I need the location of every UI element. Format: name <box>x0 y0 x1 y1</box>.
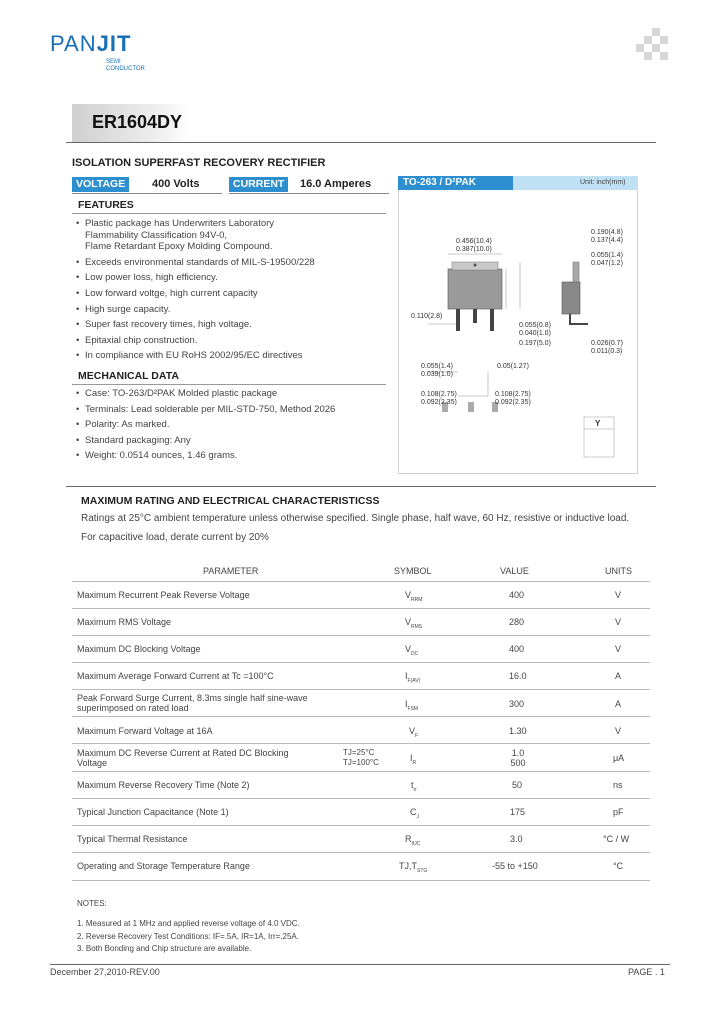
table-row-unit: V <box>615 617 622 627</box>
table-row-param: Maximum Average Forward Current at Tc =100°C <box>77 671 274 681</box>
header-divider <box>66 142 656 143</box>
table-row-symbol: $C_J$ <box>410 807 419 820</box>
mechanical-title: MECHANICAL DATA <box>78 370 179 382</box>
table-row-rule <box>72 825 650 826</box>
dim-lead-spacing: 0.197(5.0) <box>519 340 551 347</box>
list-item: • Low power loss, high efficiency. <box>75 272 395 284</box>
table-row-unit: °C <box>613 861 624 871</box>
table-row-rule <box>72 852 650 853</box>
table-row-symbol: $I_{FSM}$ <box>405 699 419 712</box>
table-row-unit: μA <box>613 753 625 763</box>
mechanical-list <box>75 388 395 462</box>
table-row-unit: V <box>615 726 622 736</box>
table-row-symbol: $R_{\theta JC}$ <box>405 834 421 847</box>
list-item: • Plastic package has Underwriters Laboratory <box>75 218 395 230</box>
table-row-value: 3.0 <box>510 834 523 844</box>
footer-page: PAGE . 1 <box>628 967 665 977</box>
table-row-value: 300 <box>509 699 525 709</box>
table-row-param: Typical Thermal Resistance <box>77 834 188 844</box>
table-row-symbol: $I_R$ <box>410 753 417 766</box>
table-row-rule <box>72 798 650 799</box>
table-row-symbol: $V_F$ <box>409 726 419 739</box>
table-row-value: 280 <box>509 617 525 627</box>
decorative-squares-icon <box>632 28 668 64</box>
table-row-rule <box>72 608 650 609</box>
list-item: • Weight: 0.0514 ounces, 1.46 grams. <box>75 450 395 462</box>
table-row-param: Typical Junction Capacitance (Note 1) <box>77 807 229 817</box>
voltage-value: 400 Volts <box>152 178 200 190</box>
ratings-title: MAXIMUM RATING AND ELECTRICAL CHARACTERISTICSS <box>81 495 380 507</box>
table-row-unit: pF <box>613 807 624 817</box>
notes-title: NOTES: <box>77 899 107 908</box>
table-row-value: 400 <box>509 644 525 654</box>
table-row-value: 50 <box>512 780 523 790</box>
table-row-rule <box>72 716 650 717</box>
table-row-param: Peak Forward Surge Current, 8.3ms single half sine-wave superimposed on rated load <box>77 693 308 713</box>
footer-date: December 27,2010-REV.00 <box>50 967 160 977</box>
part-number: ER1604DY <box>92 112 183 132</box>
list-item: • Case: TO-263/D²PAK Molded plastic package <box>75 388 395 400</box>
dim-lead-thickness: 0.026(0.7) 0.011(0.3) <box>591 340 623 355</box>
table-row-unit: ns <box>613 780 623 790</box>
ratings-note-2: For capacitive load, derate current by 20% <box>81 532 269 543</box>
table-row-value: 16.0 <box>509 671 527 681</box>
table-row-unit: V <box>615 590 622 600</box>
table-row-unit: A <box>615 671 622 681</box>
marking-label: Y <box>595 419 601 428</box>
mechanical-divider <box>72 384 386 385</box>
package-unit: Unit: inch(mm) <box>580 179 626 186</box>
package-title: TO-263 / D²PAK <box>403 177 476 188</box>
table-bottom-rule <box>72 880 650 881</box>
table-row-condition: TJ=25°C TJ=100°C <box>343 748 379 767</box>
table-row-value: 1.30 <box>509 726 527 736</box>
table-row-symbol: $t_{rr}$ <box>411 780 417 793</box>
dim-pitch: 0.05(1.27) <box>497 363 529 370</box>
table-row-value: 175 <box>510 807 526 817</box>
current-value: 16.0 Amperes <box>300 178 372 190</box>
list-item: • In compliance with EU RoHS 2002/95/EC directives <box>75 350 395 362</box>
brand-subtitle: SEMI CONDUCTOR <box>106 59 145 72</box>
ratings-note-1: Ratings at 25°C ambient temperature unless otherwise specified. Single phase, half wave, 60 Hz, resistive or inductive load. <box>81 513 630 524</box>
table-row-rule <box>72 771 650 772</box>
header-parameter: PARAMETER <box>203 566 259 576</box>
dim-lead-width: 0.055(0.8) 0.040(1.0) <box>519 322 551 337</box>
list-item: • Terminals: Lead solderable per MIL-STD-750, Method 2026 <box>75 404 395 416</box>
list-item-continuation: Flammability Classification 94V-0, <box>85 229 228 241</box>
dim-height: 0.190(4.8) 0.137(4.4) <box>591 229 623 244</box>
table-row-rule <box>72 743 650 744</box>
table-row-unit: °C / W <box>603 834 630 844</box>
dim-body-width: 0.456(10.4) 0.387(10.0) <box>456 238 492 253</box>
current-tag: CURRENT <box>229 177 288 192</box>
current-underline <box>229 193 389 194</box>
note-item: 1. Measured at 1 MHz and applied reverse voltage of 4.0 VDC. <box>77 919 300 928</box>
header-value: VALUE <box>500 566 529 576</box>
note-item: 3. Both Bonding and Chip structure are available. <box>77 944 252 953</box>
voltage-underline <box>72 193 222 194</box>
table-row-param: Maximum DC Reverse Current at Rated DC Blocking Voltage <box>77 748 289 768</box>
list-item: • High surge capacity. <box>75 304 395 316</box>
list-item-continuation: Flame Retardant Epoxy Molding Compound. <box>85 241 273 253</box>
table-row-unit: V <box>615 644 622 654</box>
features-list <box>75 218 395 362</box>
dim-foot: 0.055(1.4) 0.039(1.0) <box>421 363 453 378</box>
list-item: • Polarity: As marked. <box>75 419 395 431</box>
footer-divider <box>50 964 670 965</box>
table-header-rule <box>72 581 650 582</box>
table-row-symbol: $V_{RRM}$ <box>405 590 423 603</box>
table-row-param: Maximum Forward Voltage at 16A <box>77 726 213 736</box>
list-item: • Standard packaging: Any <box>75 435 395 447</box>
table-row-symbol: $V_{RMS}$ <box>405 617 423 630</box>
table-row-symbol: $TJ,T_{STG}$ <box>399 861 428 874</box>
list-item: • Epitaxial chip construction. <box>75 335 395 347</box>
dim-pad-left: 0.108(2.75) 0.092(2.35) <box>421 391 457 406</box>
header-symbol: SYMBOL <box>394 566 432 576</box>
notes-list <box>77 918 300 956</box>
table-row-rule <box>72 689 650 690</box>
ratings-divider <box>66 486 656 487</box>
features-divider <box>72 213 386 214</box>
device-subtitle: ISOLATION SUPERFAST RECOVERY RECTIFIER <box>72 157 326 169</box>
brand-name: PANJIT <box>50 31 132 56</box>
list-item: • Super fast recovery times, high voltage. <box>75 319 395 331</box>
table-row-rule <box>72 662 650 663</box>
table-row-value: 1.0 500 <box>510 748 526 768</box>
table-row-param: Maximum RMS Voltage <box>77 617 172 627</box>
table-row-value: -55 to +150 <box>492 861 538 871</box>
list-item: • Low forward voltge, high current capacity <box>75 288 395 300</box>
dim-pad-right: 0.108(2.75) 0.092(2.35) <box>495 391 531 406</box>
table-row-param: Maximum DC Blocking Voltage <box>77 644 201 654</box>
table-row-symbol: $I_{F(AV)}$ <box>405 671 421 684</box>
header-units: UNITS <box>605 566 632 576</box>
dim-lead-pitch: 0.110(2.8) <box>411 313 443 320</box>
table-row-param: Maximum Reverse Recovery Time (Note 2) <box>77 780 250 790</box>
note-item: 2. Reverse Recovery Test Conditions: IF=.5A, IR=1A, Irr=.25A. <box>77 931 299 941</box>
table-row-param: Maximum Recurrent Peak Reverse Voltage <box>77 590 250 600</box>
table-row-param: Operating and Storage Temperature Range <box>77 861 250 871</box>
brand-logo <box>50 31 170 76</box>
table-row-rule <box>72 635 650 636</box>
list-item: • Exceeds environmental standards of MIL-S-19500/228 <box>75 257 395 269</box>
table-row-value: 400 <box>509 590 525 600</box>
dim-tab: 0.055(1.4) 0.047(1.2) <box>591 252 623 267</box>
package-outline-drawing <box>398 176 638 474</box>
table-row-symbol: $V_{DC}$ <box>405 644 419 657</box>
features-title: FEATURES <box>78 199 134 211</box>
table-row-unit: A <box>615 699 622 709</box>
voltage-tag: VOLTAGE <box>72 177 129 192</box>
